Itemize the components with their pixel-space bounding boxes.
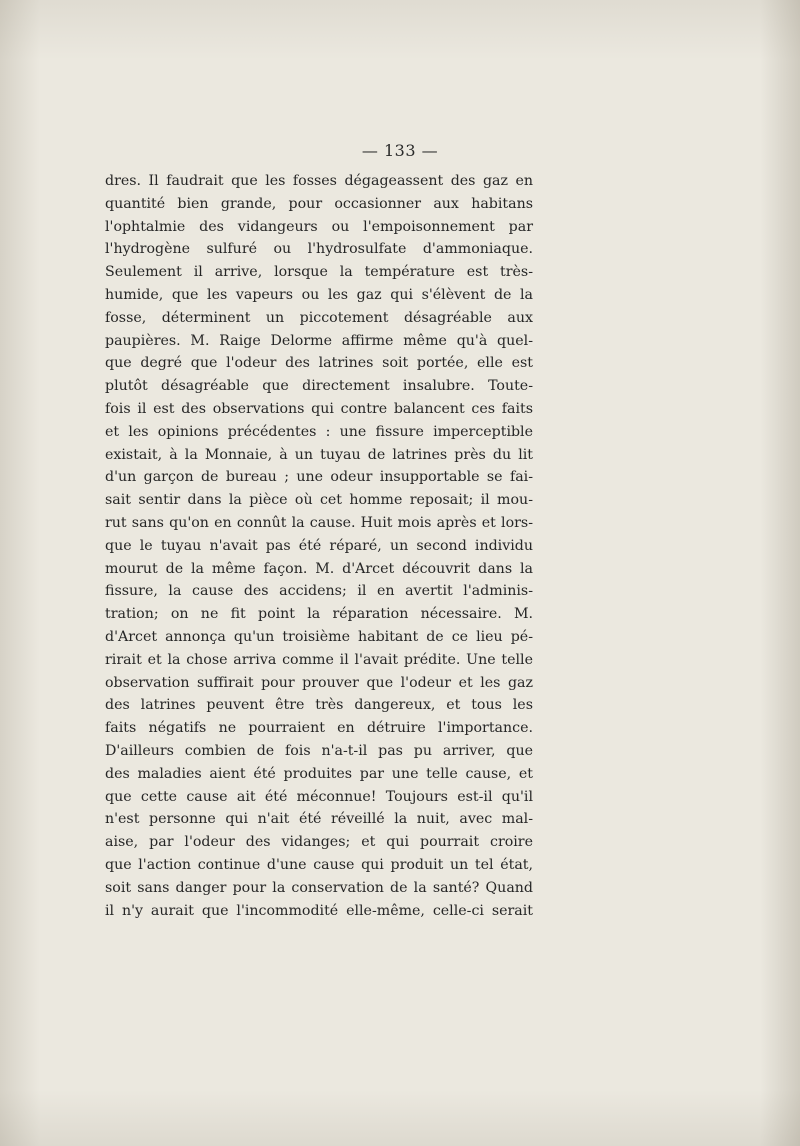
text-line: dres. Il faudrait que les fosses dégageassent des gaz en	[105, 173, 533, 189]
text-line: fosse, déterminent un piccotement désagréable aux	[105, 309, 533, 326]
text-line: soit sans danger pour la conservation de la santé? Quand	[105, 879, 533, 896]
text-line: l'ophtalmie des vidangeurs ou l'empoisonnement par	[105, 218, 533, 235]
text-line: n'est personne qui n'ait été réveillé la nuit, avec mal-	[105, 811, 533, 828]
body-text	[105, 170, 533, 922]
text-line: rut sans qu'on en connût la cause. Huit mois après et lors-	[105, 514, 533, 531]
page-number: — 133 —	[361, 141, 439, 160]
text-line: existait, à la Monnaie, à un tuyau de latrines près du lit	[105, 446, 533, 463]
text-line: des maladies aient été produites par une telle cause, et	[105, 765, 533, 782]
text-line: que le tuyau n'avait pas été réparé, un second individu	[105, 537, 533, 554]
text-line: D'ailleurs combien de fois n'a-t-il pas pu arriver, que	[105, 742, 533, 759]
text-line: rirait et la chose arriva comme il l'avait prédite. Une telle	[105, 651, 533, 668]
text-line: et les opinions précédentes : une fissure imperceptible	[105, 423, 533, 440]
text-line: tration; on ne fit point la réparation nécessaire. M.	[105, 606, 533, 623]
text-line: humide, que les vapeurs ou les gaz qui s'élèvent de la	[105, 286, 533, 303]
text-line: d'un garçon de bureau ; une odeur insupportable se fai-	[105, 469, 533, 486]
text-line: d'Arcet annonça qu'un troisième habitant de ce lieu pé-	[105, 628, 533, 645]
text-line: quantité bien grande, pour occasionner aux habitans	[105, 195, 533, 212]
text-line: que degré que l'odeur des latrines soit portée, elle est	[105, 355, 533, 372]
text-line: des latrines peuvent être très dangereux, et tous les	[105, 697, 533, 714]
text-line: observation suffirait pour prouver que l'odeur et les gaz	[105, 674, 533, 691]
text-line: mourut de la même façon. M. d'Arcet découvrit dans la	[105, 560, 533, 577]
text-line: fois il est des observations qui contre balancent ces faits	[105, 400, 533, 417]
text-line: faits négatifs ne pourraient en détruire l'importance.	[105, 720, 533, 737]
text-line: fissure, la cause des accidens; il en avertit l'adminis-	[105, 583, 533, 600]
text-line: que l'action continue d'une cause qui produit un tel état,	[105, 856, 533, 873]
text-line: plutôt désagréable que directement insalubre. Toute-	[105, 378, 533, 395]
text-line: aise, par l'odeur des vidanges; et qui pourrait croire	[105, 834, 533, 851]
text-line: il n'y aurait que l'incommodité elle-même, celle-ci serait	[105, 902, 533, 919]
text-line: sait sentir dans la pièce où cet homme reposait; il mou-	[105, 492, 533, 509]
text-line: Seulement il arrive, lorsque la température est très-	[105, 264, 533, 281]
text-line: paupières. M. Raige Delorme affirme même qu'à quel-	[105, 332, 533, 349]
text-line: que cette cause ait été méconnue! Toujours est-il qu'il	[105, 788, 533, 805]
text-line: l'hydrogène sulfuré ou l'hydrosulfate d'ammoniaque.	[105, 241, 533, 258]
